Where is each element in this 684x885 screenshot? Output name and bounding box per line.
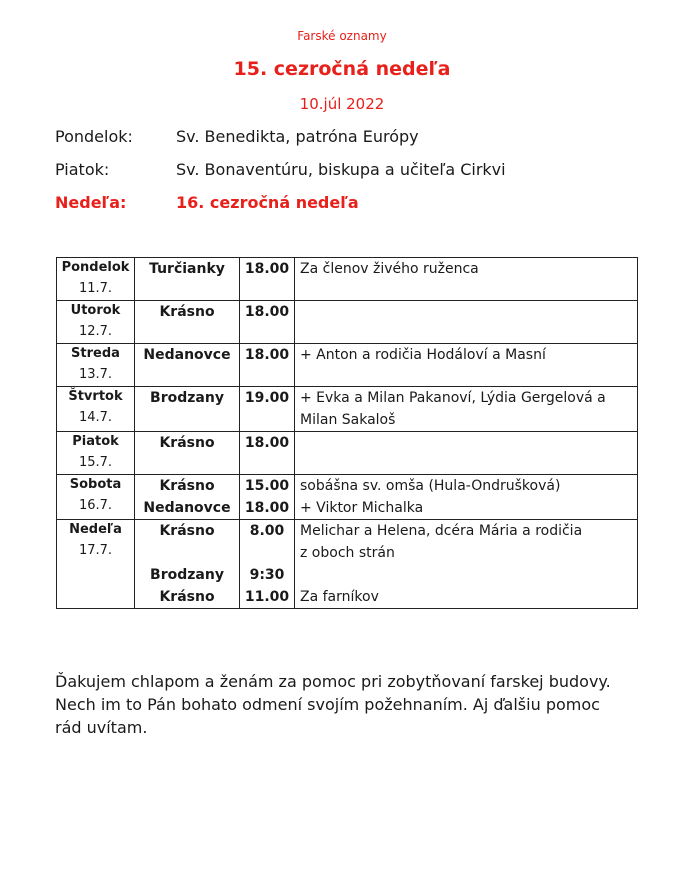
schedule-row: [57, 475, 638, 520]
schedule-place-cell: [135, 520, 240, 609]
schedule-place-cell: [135, 258, 240, 301]
feast-day: Piatok:: [55, 160, 110, 179]
schedule-day-name: Štvrtok: [68, 389, 123, 404]
schedule-day-cell: [57, 387, 135, 432]
schedule-day-date: 12.7.: [78, 324, 113, 339]
schedule-day-cell: [57, 258, 135, 301]
schedule-time: [242, 542, 292, 564]
schedule-place-cell: [135, 475, 240, 520]
schedule-day-cell: [57, 520, 135, 609]
thanks-paragraph: Ďakujem chlapom a ženám za pomoc pri zobytňovaní farskej budovy. Nech im to Pán bohato odmení svojím požehnaním. Aj ďalšiu pomoc rád uvítam.: [55, 672, 611, 737]
feast-name: 16. cezročná nedeľa: [176, 193, 359, 212]
schedule-intention: [300, 301, 635, 323]
schedule-time-cell: [240, 475, 295, 520]
schedule-day-date: 14.7.: [78, 410, 113, 425]
schedule-row: [57, 520, 638, 609]
schedule-day-date: 11.7.: [78, 281, 113, 296]
schedule-intention-cell: [295, 344, 638, 387]
document-supertitle: Farské oznamy: [297, 29, 387, 43]
schedule-intention-cell: [295, 475, 638, 520]
document-title: 15. cezročná nedeľa: [233, 58, 451, 80]
schedule-place: Nedanovce: [143, 347, 231, 363]
schedule-intention: + Anton a rodičia Hodáloví a Masní: [300, 347, 546, 363]
schedule-day-name: Utorok: [70, 303, 121, 318]
schedule-day-date: 17.7.: [78, 543, 113, 558]
document-date: 10.júl 2022: [299, 95, 385, 113]
feast-name: Sv. Bonaventúru, biskupa a učiteľa Cirkvi: [176, 160, 506, 179]
schedule-row: [57, 432, 638, 475]
schedule-day-cell: [57, 432, 135, 475]
schedule-time: 18.00: [244, 304, 290, 320]
schedule-day-cell: [57, 301, 135, 344]
schedule-time: 18.00: [244, 261, 290, 277]
schedule-row: [57, 258, 638, 301]
schedule-place: Krásno: [159, 304, 215, 320]
schedule-time: 18.00: [244, 500, 290, 516]
schedule-place: Brodzany: [150, 567, 224, 583]
schedule-time: 11.00: [244, 589, 290, 605]
schedule-day-name: Nedeľa: [69, 522, 122, 537]
schedule-time: 18.00: [244, 435, 290, 451]
schedule-intention: z oboch strán: [300, 545, 395, 561]
schedule-intention-cell: [295, 301, 638, 344]
schedule-intention: [300, 564, 635, 586]
schedule-intention: Za farníkov: [300, 589, 379, 605]
schedule-place: Brodzany: [150, 390, 224, 406]
schedule-intention-cell: [295, 258, 638, 301]
schedule-place-cell: [135, 387, 240, 432]
schedule-day-name: Sobota: [69, 477, 122, 492]
schedule-day-date: 16.7.: [78, 498, 113, 513]
feast-name: Sv. Benedikta, patróna Európy: [176, 127, 419, 146]
schedule-time-cell: [240, 432, 295, 475]
schedule-intention: Za členov živého ruženca: [300, 261, 479, 277]
schedule-place-cell: [135, 344, 240, 387]
mass-schedule-table: [56, 257, 638, 609]
schedule-place: Turčianky: [149, 261, 225, 277]
schedule-time-cell: [240, 301, 295, 344]
schedule-time: 19.00: [244, 390, 290, 406]
schedule-place: Krásno: [159, 589, 215, 605]
schedule-day-date: 15.7.: [78, 455, 113, 470]
schedule-intention-cell: [295, 387, 638, 432]
schedule-intention: [300, 432, 635, 454]
schedule-time-cell: [240, 344, 295, 387]
schedule-place: Nedanovce: [143, 500, 231, 516]
schedule-intention: + Viktor Michalka: [300, 500, 424, 516]
feast-day: Nedeľa:: [55, 193, 127, 212]
schedule-intention: Melichar a Helena, dcéra Mária a rodičia: [300, 523, 583, 539]
schedule-row: [57, 344, 638, 387]
schedule-day-cell: [57, 344, 135, 387]
schedule-place: Krásno: [159, 478, 215, 494]
schedule-day-name: Piatok: [72, 434, 119, 449]
schedule-day-date: 13.7.: [78, 367, 113, 382]
schedule-place-cell: [135, 432, 240, 475]
schedule-intention: + Evka a Milan Pakanoví, Lýdia Gergelová a Milan Sakaloš: [300, 390, 606, 428]
schedule-day-name: Pondelok: [61, 260, 130, 275]
feast-day: Pondelok:: [55, 127, 133, 146]
schedule-time: 15.00: [244, 478, 290, 494]
schedule-time-cell: [240, 387, 295, 432]
schedule-intention: sobášna sv. omša (Hula-Ondrušková): [300, 478, 561, 494]
schedule-place: [137, 542, 237, 564]
schedule-time: 9:30: [249, 567, 285, 583]
schedule-day-name: Streda: [71, 346, 120, 361]
schedule-intention-cell: [295, 520, 638, 609]
schedule-intention-cell: [295, 432, 638, 475]
schedule-place-cell: [135, 301, 240, 344]
schedule-time-cell: [240, 258, 295, 301]
schedule-row: [57, 301, 638, 344]
schedule-time: 18.00: [244, 347, 290, 363]
schedule-row: [57, 387, 638, 432]
schedule-place: Krásno: [159, 523, 215, 539]
schedule-place: Krásno: [159, 435, 215, 451]
schedule-time-cell: [240, 520, 295, 609]
schedule-day-cell: [57, 475, 135, 520]
schedule-time: 8.00: [249, 523, 285, 539]
